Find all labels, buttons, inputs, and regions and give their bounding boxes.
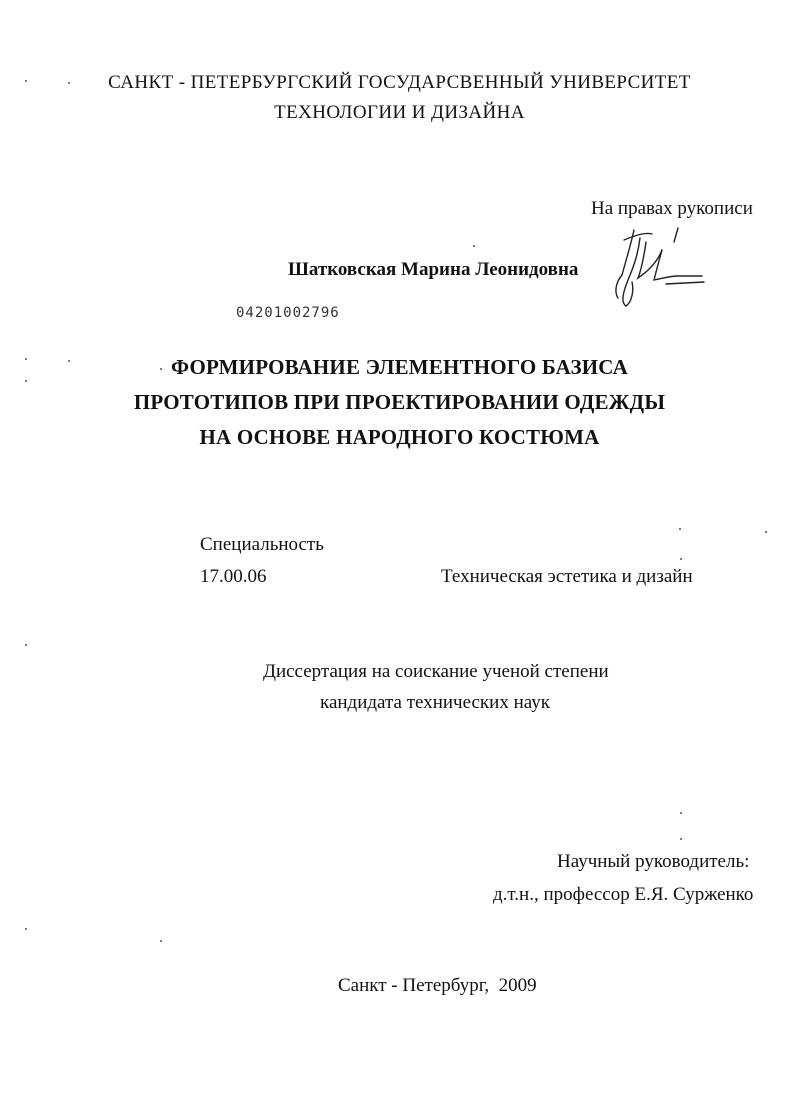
institution-line-1: САНКТ - ПЕТЕРБУРГСКИЙ ГОСУДАРСВЕННЫЙ УНИВЕРСИТЕТ bbox=[108, 72, 691, 93]
specialty-name: Техническая эстетика и дизайн bbox=[441, 566, 693, 587]
degree-line-2: кандидата технических наук bbox=[320, 692, 550, 713]
title-line-2: ПРОТОТИПОВ ПРИ ПРОЕКТИРОВАНИИ ОДЕЖДЫ bbox=[133, 390, 666, 414]
title-line-1: ФОРМИРОВАНИЕ ЭЛЕМЕНТНОГО БАЗИСА bbox=[170, 355, 628, 379]
manuscript-note: На правах рукописи bbox=[591, 198, 753, 219]
title-line-3: НА ОСНОВЕ НАРОДНОГО КОСТЮМА bbox=[199, 425, 600, 449]
catalog-number: 04201002796 bbox=[236, 305, 340, 321]
footer-place-year: Санкт - Петербург, 2009 bbox=[338, 975, 537, 996]
signature-icon bbox=[604, 220, 724, 320]
degree-line-1: Диссертация на соискание ученой степени bbox=[263, 661, 609, 682]
specialty-code: 17.00.06 bbox=[200, 566, 267, 587]
institution-line-2: ТЕХНОЛОГИИ И ДИЗАЙНА bbox=[274, 102, 525, 123]
specialty-label: Специальность bbox=[200, 534, 324, 555]
author-name: Шатковская Марина Леонидовна bbox=[288, 259, 579, 280]
supervisor-name: д.т.н., профессор Е.Я. Сурженко bbox=[493, 884, 754, 905]
supervisor-label: Научный руководитель: bbox=[557, 851, 750, 872]
